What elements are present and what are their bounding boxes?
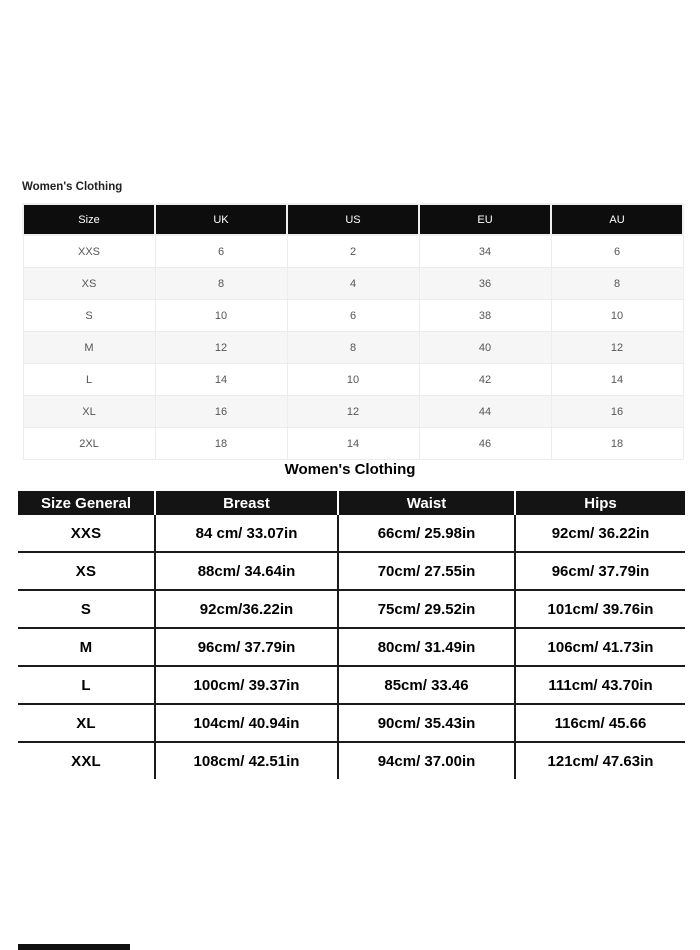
value-cell: 100cm/ 39.37in — [155, 666, 338, 704]
size-label-cell: XS — [18, 552, 155, 590]
column-header-uk: UK — [155, 204, 287, 235]
size-conversion-table — [22, 203, 684, 460]
value-cell: 6 — [551, 235, 683, 268]
value-cell: 8 — [155, 268, 287, 300]
size-label-cell: M — [18, 628, 155, 666]
value-cell: 10 — [287, 364, 419, 396]
size-label-cell: XXS — [23, 235, 155, 268]
column-header-waist: Waist — [338, 491, 515, 515]
conversion-table-body — [23, 235, 683, 460]
value-cell: 16 — [551, 396, 683, 428]
table-row-xs — [18, 552, 685, 590]
table-row-2xl — [23, 428, 683, 460]
column-header-size: Size — [23, 204, 155, 235]
value-cell: 36 — [419, 268, 551, 300]
value-cell: 18 — [551, 428, 683, 460]
size-label-cell: XXS — [18, 515, 155, 552]
value-cell: 116cm/ 45.66 — [515, 704, 685, 742]
column-header-breast: Breast — [155, 491, 338, 515]
size-label-cell: M — [23, 332, 155, 364]
table-row-l — [18, 666, 685, 704]
table-row-xxs — [23, 235, 683, 268]
value-cell: 104cm/ 40.94in — [155, 704, 338, 742]
value-cell: 70cm/ 27.55in — [338, 552, 515, 590]
table-row-l — [23, 364, 683, 396]
measurement-table-header — [18, 491, 685, 515]
partial-table-header-fragment — [18, 944, 130, 950]
value-cell: 96cm/ 37.79in — [155, 628, 338, 666]
table-row-m — [18, 628, 685, 666]
header-row — [23, 204, 683, 235]
value-cell: 94cm/ 37.00in — [338, 742, 515, 779]
value-cell: 66cm/ 25.98in — [338, 515, 515, 552]
value-cell: 90cm/ 35.43in — [338, 704, 515, 742]
measurement-table — [18, 491, 685, 779]
value-cell: 38 — [419, 300, 551, 332]
value-cell: 10 — [551, 300, 683, 332]
header-row — [18, 491, 685, 515]
table-row-s — [23, 300, 683, 332]
value-cell: 92cm/36.22in — [155, 590, 338, 628]
table-row-xl — [23, 396, 683, 428]
value-cell: 16 — [155, 396, 287, 428]
value-cell: 80cm/ 31.49in — [338, 628, 515, 666]
table-row-xxs — [18, 515, 685, 552]
size-label-cell: XL — [23, 396, 155, 428]
measurement-table-title: Women's Clothing — [284, 461, 416, 478]
table-row-xl — [18, 704, 685, 742]
conversion-table-header — [23, 204, 683, 235]
value-cell: 4 — [287, 268, 419, 300]
size-label-cell: XL — [18, 704, 155, 742]
value-cell: 14 — [155, 364, 287, 396]
value-cell: 18 — [155, 428, 287, 460]
value-cell: 10 — [155, 300, 287, 332]
value-cell: 40 — [419, 332, 551, 364]
value-cell: 42 — [419, 364, 551, 396]
value-cell: 92cm/ 36.22in — [515, 515, 685, 552]
value-cell: 44 — [419, 396, 551, 428]
value-cell: 6 — [155, 235, 287, 268]
size-label-cell: 2XL — [23, 428, 155, 460]
column-header-hips: Hips — [515, 491, 685, 515]
size-label-cell: L — [23, 364, 155, 396]
column-header-us: US — [287, 204, 419, 235]
size-label-cell: S — [18, 590, 155, 628]
value-cell: 108cm/ 42.51in — [155, 742, 338, 779]
value-cell: 88cm/ 34.64in — [155, 552, 338, 590]
column-header-size-general: Size General — [18, 491, 155, 515]
value-cell: 12 — [155, 332, 287, 364]
value-cell: 34 — [419, 235, 551, 268]
value-cell: 14 — [551, 364, 683, 396]
value-cell: 75cm/ 29.52in — [338, 590, 515, 628]
size-label-cell: XS — [23, 268, 155, 300]
value-cell: 46 — [419, 428, 551, 460]
value-cell: 8 — [551, 268, 683, 300]
value-cell: 101cm/ 39.76in — [515, 590, 685, 628]
size-label-cell: XXL — [18, 742, 155, 779]
value-cell: 84 cm/ 33.07in — [155, 515, 338, 552]
column-header-eu: EU — [419, 204, 551, 235]
column-header-au: AU — [551, 204, 683, 235]
value-cell: 6 — [287, 300, 419, 332]
value-cell: 12 — [551, 332, 683, 364]
table-row-m — [23, 332, 683, 364]
size-label-cell: L — [18, 666, 155, 704]
table-row-s — [18, 590, 685, 628]
value-cell: 12 — [287, 396, 419, 428]
conversion-table-title: Women's Clothing — [22, 181, 123, 193]
table-row-xxl — [18, 742, 685, 779]
value-cell: 111cm/ 43.70in — [515, 666, 685, 704]
value-cell: 96cm/ 37.79in — [515, 552, 685, 590]
value-cell: 8 — [287, 332, 419, 364]
value-cell: 2 — [287, 235, 419, 268]
value-cell: 14 — [287, 428, 419, 460]
value-cell: 121cm/ 47.63in — [515, 742, 685, 779]
size-label-cell: S — [23, 300, 155, 332]
value-cell: 106cm/ 41.73in — [515, 628, 685, 666]
value-cell: 85cm/ 33.46 — [338, 666, 515, 704]
table-row-xs — [23, 268, 683, 300]
measurement-table-body — [18, 515, 685, 779]
